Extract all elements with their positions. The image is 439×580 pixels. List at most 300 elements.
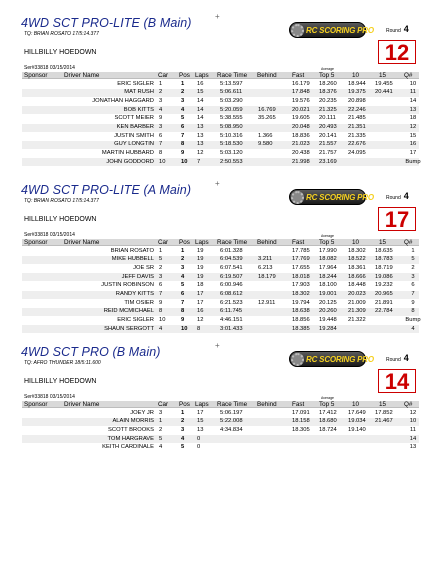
race-time-cell: 6:19.507 — [220, 273, 243, 280]
header-top10: 10 — [352, 238, 360, 246]
top15-cell: 19.232 — [375, 282, 393, 289]
qualify-cell: 10 — [409, 80, 417, 87]
race-section — [0, 12, 439, 171]
behind-cell: 1.366 — [258, 132, 273, 139]
qualify-cell: 13 — [409, 444, 417, 451]
driver-name-cell: JOEY JR — [130, 409, 154, 416]
heat-number-box: 17 — [378, 207, 416, 231]
laps-cell: 14 — [197, 97, 204, 104]
laps-cell: 12 — [197, 150, 204, 157]
qualify-cell: 18 — [409, 115, 417, 122]
driver-name-cell: REID MCMICHAEL — [103, 308, 154, 315]
top10-cell: 19.140 — [348, 426, 366, 433]
top5-cell: 19.284 — [319, 325, 337, 332]
top5-cell: 18.082 — [319, 256, 337, 263]
position-cell: 1 — [181, 80, 185, 87]
header-laps: Laps — [195, 400, 209, 408]
top5-cell: 18.680 — [319, 418, 337, 425]
tq-line: TQ: BRIAN ROSATO 17/5:14.377 — [24, 198, 99, 204]
race-time-cell: 5:10.316 — [220, 132, 243, 139]
round-label: Round — [386, 28, 401, 34]
top15-cell: 19.086 — [375, 273, 393, 280]
car-cell: 2 — [159, 426, 163, 433]
top5-cell: 18.244 — [319, 273, 337, 280]
qualify-cell: 12 — [409, 409, 417, 416]
driver-name-cell: MARTIN HUBBARD — [101, 150, 154, 157]
car-cell: 3 — [159, 97, 163, 104]
heat-number-box: 12 — [378, 40, 416, 64]
car-cell: 3 — [159, 273, 163, 280]
race-time-cell: 2:50.553 — [220, 158, 243, 165]
race-time-cell: 5:03.120 — [220, 150, 243, 157]
fast-lap-cell: 20.438 — [292, 150, 310, 157]
position-cell: 8 — [181, 308, 185, 315]
header-fast-lap: Fast — [292, 238, 305, 246]
driver-name-cell: RANDY KITTS — [115, 291, 154, 297]
table-row — [22, 435, 419, 443]
top15-cell: 20.965 — [375, 291, 393, 297]
fast-lap-cell: 19.576 — [292, 97, 310, 104]
header-qualify: Q# — [404, 400, 413, 408]
fast-lap-cell: 17.848 — [292, 89, 310, 96]
driver-name-cell: JOHN GODDORD — [106, 158, 154, 165]
header-laps: Laps — [195, 238, 209, 246]
round-value: 4 — [403, 191, 409, 201]
top5-cell: 21.757 — [319, 150, 337, 157]
race-section — [0, 341, 439, 457]
fast-lap-cell: 17.903 — [292, 282, 310, 289]
gear-icon — [291, 353, 304, 366]
table-row — [22, 282, 419, 290]
header-sponsor: Sponsor — [24, 71, 48, 79]
table-row — [22, 409, 419, 417]
top15-cell: 19.455 — [375, 80, 393, 87]
driver-name-cell: SCOTT MEIER — [114, 115, 154, 122]
fast-lap-cell: 20.021 — [292, 106, 310, 113]
car-cell: 8 — [159, 150, 163, 157]
qualify-cell: 10 — [409, 418, 417, 425]
laps-cell: 19 — [197, 264, 204, 271]
behind-cell: 3.211 — [258, 256, 273, 263]
top10-cell: 20.023 — [348, 291, 366, 297]
car-cell: 5 — [159, 435, 163, 442]
driver-name-cell: ERIC SIGLER — [117, 317, 154, 324]
table-row — [22, 124, 419, 132]
car-cell: 6 — [159, 282, 163, 289]
rc-scoring-pro-logo — [289, 351, 374, 367]
qualify-cell: 14 — [409, 435, 417, 442]
fast-lap-cell: 18.385 — [292, 325, 310, 332]
laps-cell: 15 — [197, 89, 204, 96]
position-cell: 9 — [181, 317, 185, 324]
fast-lap-cell: 21.998 — [292, 158, 310, 165]
driver-name-cell: MAT RUSH — [124, 89, 154, 96]
top10-cell: 21.335 — [348, 132, 366, 139]
top10-cell: 18.666 — [348, 273, 366, 280]
top10-cell: 19.034 — [348, 418, 366, 425]
qualify-cell: 14 — [409, 97, 417, 104]
top15-cell: 18.719 — [375, 264, 393, 271]
laps-cell: 13 — [197, 132, 204, 139]
header-top15: 15 — [379, 238, 387, 246]
serial-date: Ser#33818 03/15/2014 — [24, 232, 75, 238]
top5-cell: 20.125 — [319, 299, 337, 306]
table-row — [22, 418, 419, 426]
race-time-cell: 5:08.950 — [220, 124, 243, 130]
header-car: Car — [158, 238, 169, 246]
race-time-cell: 3:01.433 — [220, 325, 243, 332]
laps-cell: 14 — [197, 115, 204, 122]
car-cell: 7 — [159, 291, 163, 297]
header-driver-name: Driver Name — [64, 400, 100, 408]
fast-lap-cell: 19.605 — [292, 115, 310, 122]
qualify-cell: 2 — [411, 264, 415, 271]
logo-text: RC SCORING PRO — [306, 355, 374, 364]
header-race-time: Race Time — [217, 71, 248, 79]
position-cell: 1 — [181, 409, 185, 416]
car-cell: 1 — [159, 418, 163, 425]
top5-cell: 20.493 — [319, 124, 337, 130]
qualify-cell: 11 — [409, 89, 417, 96]
header-driver-name: Driver Name — [64, 71, 100, 79]
car-cell: 5 — [159, 256, 163, 263]
header-top10: 10 — [352, 71, 360, 79]
header-driver-name: Driver Name — [64, 238, 100, 246]
car-cell: 10 — [159, 158, 166, 165]
laps-cell: 13 — [197, 124, 204, 130]
header-top15: 15 — [379, 400, 387, 408]
laps-cell: 12 — [197, 317, 204, 324]
driver-name-cell: ALAIN MORRIS — [112, 418, 154, 425]
fast-lap-cell: 18.158 — [292, 418, 310, 425]
driver-name-cell: TOM HARGRAVE — [107, 435, 154, 442]
top5-cell: 18.376 — [319, 89, 337, 96]
table-row — [22, 426, 419, 434]
laps-cell: 7 — [197, 158, 201, 165]
laps-cell: 17 — [197, 409, 204, 416]
crosshair-mark: + — [215, 12, 220, 21]
qualify-cell: 15 — [409, 132, 417, 139]
top15-cell: 18.635 — [375, 247, 393, 254]
table-row — [22, 256, 419, 264]
driver-name-cell: JONATHAN HAGGARD — [92, 97, 154, 104]
qualify-cell: 4 — [411, 325, 415, 332]
top5-cell: 20.111 — [319, 115, 336, 122]
position-cell: 1 — [181, 247, 185, 254]
round-label: Round — [386, 195, 401, 201]
rc-scoring-pro-logo — [289, 22, 374, 38]
table-row — [22, 150, 419, 158]
driver-name-cell: ERIC SIGLER — [117, 80, 154, 87]
top10-cell: 20.898 — [348, 97, 366, 104]
top10-cell: 18.361 — [348, 264, 366, 271]
top10-cell: 17.649 — [348, 409, 366, 416]
driver-name-cell: SCOTT BROOKS — [108, 426, 154, 433]
tq-line: TQ: AFRO THUNDER 18/5:11.600 — [24, 360, 101, 366]
laps-cell: 13 — [197, 141, 204, 148]
position-cell: 7 — [181, 299, 185, 306]
table-row — [22, 106, 419, 114]
qualify-cell: 7 — [411, 291, 415, 297]
top5-cell: 19.001 — [319, 291, 337, 297]
race-time-cell: 4:46.151 — [220, 317, 243, 324]
header-top5: Top 5 — [319, 71, 335, 79]
round-label: Round — [386, 357, 401, 363]
header-sponsor: Sponsor — [24, 238, 48, 246]
car-cell: 10 — [159, 317, 166, 324]
top5-cell: 23.169 — [319, 158, 337, 165]
table-row — [22, 273, 419, 281]
crosshair-mark: + — [215, 179, 220, 188]
car-cell: 7 — [159, 141, 163, 148]
laps-cell: 16 — [197, 308, 204, 315]
header-behind: Behind — [257, 71, 277, 79]
table-row — [22, 115, 419, 123]
top5-cell: 20.260 — [319, 308, 337, 315]
top5-cell: 18.100 — [319, 282, 337, 289]
top10-cell: 21.485 — [348, 115, 366, 122]
round-value: 4 — [403, 24, 409, 34]
position-cell: 5 — [181, 282, 185, 289]
header-qualify: Q# — [404, 71, 413, 79]
race-time-cell: 6:08.612 — [220, 291, 243, 297]
logo-text: RC SCORING PRO — [306, 193, 374, 202]
header-laps: Laps — [195, 71, 209, 79]
qualify-cell: 1 — [411, 247, 415, 254]
header-top5: Top 5 — [319, 238, 335, 246]
fast-lap-cell: 17.785 — [292, 247, 310, 254]
driver-name-cell: SHAUN SERGOTT — [104, 325, 154, 332]
fast-lap-cell: 18.638 — [292, 308, 310, 315]
race-time-cell: 5:38.555 — [220, 115, 243, 122]
average-label: Average — [321, 234, 334, 238]
race-time-cell: 5:03.290 — [220, 97, 243, 104]
race-time-cell: 4:34.834 — [220, 426, 243, 433]
table-row — [22, 158, 419, 166]
qualify-cell: 9 — [411, 299, 415, 306]
car-cell: 1 — [159, 247, 163, 254]
rc-scoring-pro-logo — [289, 189, 374, 205]
race-time-cell: 6:21.523 — [220, 299, 243, 306]
top15-cell: 18.783 — [375, 256, 393, 263]
fast-lap-cell: 21.023 — [292, 141, 310, 148]
table-row — [22, 264, 419, 272]
car-cell: 9 — [159, 115, 163, 122]
average-label: Average — [321, 67, 334, 71]
position-cell: 4 — [181, 273, 185, 280]
laps-cell: 8 — [197, 325, 201, 332]
position-cell: 9 — [181, 150, 185, 157]
top10-cell: 21.322 — [348, 317, 366, 324]
position-cell: 2 — [181, 418, 185, 425]
fast-lap-cell: 18.836 — [292, 132, 310, 139]
top10-cell: 21.351 — [348, 124, 366, 130]
race-time-cell: 6:00.946 — [220, 282, 243, 289]
qualify-cell: 6 — [411, 282, 415, 289]
top10-cell: 24.095 — [348, 150, 366, 157]
fast-lap-cell: 17.769 — [292, 256, 310, 263]
driver-name-cell: JEFF DAVIS — [121, 273, 154, 280]
race-time-cell: 5:06.611 — [220, 89, 243, 96]
qualify-cell: 3 — [411, 273, 415, 280]
behind-cell: 18.179 — [258, 273, 276, 280]
heat-number-box: 14 — [378, 369, 416, 393]
race-time-cell: 6:07.541 — [220, 264, 243, 271]
car-cell: 4 — [159, 325, 163, 332]
laps-cell: 16 — [197, 80, 204, 87]
fast-lap-cell: 18.302 — [292, 291, 310, 297]
header-behind: Behind — [257, 400, 277, 408]
behind-cell: 12.911 — [258, 299, 276, 306]
qualify-cell: 17 — [409, 150, 417, 157]
qualify-cell: 5 — [411, 256, 415, 263]
driver-name-cell: GUY LONGTIN — [114, 141, 154, 148]
behind-cell: 6.213 — [258, 264, 273, 271]
laps-cell: 19 — [197, 247, 204, 254]
table-row — [22, 308, 419, 316]
car-cell: 6 — [159, 132, 163, 139]
race-title: 4WD SCT PRO-LITE (B Main) — [21, 16, 192, 30]
laps-cell: 19 — [197, 256, 204, 263]
laps-cell: 14 — [197, 106, 204, 113]
round-indicator — [386, 353, 409, 363]
gear-icon — [291, 24, 304, 37]
header-race-time: Race Time — [217, 400, 248, 408]
position-cell: 5 — [181, 444, 185, 451]
behind-cell: 9.580 — [258, 141, 273, 148]
qualify-cell: 11 — [409, 426, 417, 433]
driver-name-cell: BRIAN ROSATO — [110, 247, 154, 254]
header-behind: Behind — [257, 238, 277, 246]
driver-name-cell: KEN BARBER — [116, 124, 154, 130]
table-row — [22, 299, 419, 307]
top15-cell: 20.441 — [375, 89, 393, 96]
round-value: 4 — [403, 353, 409, 363]
header-sponsor: Sponsor — [24, 400, 48, 408]
driver-name-cell: MIKE HUBBELL — [111, 256, 154, 263]
header-position: Pos — [179, 400, 190, 408]
crosshair-mark: + — [215, 341, 220, 350]
driver-name-cell: TIM OSIER — [124, 299, 154, 306]
gear-icon — [291, 191, 304, 204]
car-cell: 3 — [159, 409, 163, 416]
position-cell: 10 — [181, 325, 188, 332]
top10-cell: 18.944 — [348, 80, 366, 87]
top5-cell: 19.448 — [319, 317, 337, 324]
car-cell: 2 — [159, 89, 163, 96]
header-position: Pos — [179, 238, 190, 246]
top5-cell: 21.325 — [319, 106, 337, 113]
header-car: Car — [158, 71, 169, 79]
laps-cell: 15 — [197, 418, 204, 425]
serial-date: Ser#33818 03/15/2014 — [24, 394, 75, 400]
top5-cell: 17.964 — [319, 264, 337, 271]
qualify-cell: Bump — [405, 158, 421, 165]
header-race-time: Race Time — [217, 238, 248, 246]
fast-lap-cell: 20.048 — [292, 124, 310, 130]
position-cell: 3 — [181, 426, 185, 433]
header-top15: 15 — [379, 71, 387, 79]
top5-cell: 20.141 — [319, 132, 337, 139]
car-cell: 8 — [159, 308, 163, 315]
table-row — [22, 141, 419, 149]
top10-cell: 18.302 — [348, 247, 366, 254]
position-cell: 6 — [181, 291, 185, 297]
header-fast-lap: Fast — [292, 400, 305, 408]
header-qualify: Q# — [404, 238, 413, 246]
top15-cell: 21.467 — [375, 418, 393, 425]
top15-cell: 17.852 — [375, 409, 393, 416]
qualify-cell: 8 — [411, 308, 415, 315]
laps-cell: 19 — [197, 273, 204, 280]
car-cell: 3 — [159, 124, 163, 130]
top10-cell: 18.448 — [348, 282, 366, 289]
fast-lap-cell: 17.091 — [292, 409, 310, 416]
fast-lap-cell: 18.018 — [292, 273, 310, 280]
header-car: Car — [158, 400, 169, 408]
serial-date: Ser#33818 03/15/2014 — [24, 65, 75, 71]
fast-lap-cell: 18.856 — [292, 317, 310, 324]
race-time-cell: 6:04.539 — [220, 256, 243, 263]
top5-cell: 17.412 — [319, 409, 337, 416]
car-cell: 1 — [159, 80, 163, 87]
laps-cell: 17 — [197, 299, 204, 306]
event-name: HILLBILLY HOEDOWN — [24, 378, 97, 385]
top10-cell: 22.246 — [348, 106, 366, 113]
position-cell: 10 — [181, 158, 188, 165]
event-name: HILLBILLY HOEDOWN — [24, 216, 97, 223]
top5-cell: 18.260 — [319, 80, 337, 87]
laps-cell: 0 — [197, 444, 201, 451]
table-row — [22, 132, 419, 140]
position-cell: 3 — [181, 97, 185, 104]
position-cell: 2 — [181, 89, 185, 96]
logo-text: RC SCORING PRO — [306, 26, 374, 35]
race-time-cell: 5:06.197 — [220, 409, 243, 416]
round-indicator — [386, 191, 409, 201]
qualify-cell: Bump — [405, 317, 421, 324]
tq-line: TQ: BRIAN ROSATO 17/5:14.377 — [24, 31, 99, 37]
race-time-cell: 6:01.328 — [220, 247, 243, 254]
fast-lap-cell: 17.655 — [292, 264, 310, 271]
event-name: HILLBILLY HOEDOWN — [24, 49, 97, 56]
round-indicator — [386, 24, 409, 34]
race-time-cell: 6:11.745 — [220, 308, 243, 315]
header-top10: 10 — [352, 400, 360, 408]
top5-cell: 20.235 — [319, 97, 337, 104]
position-cell: 4 — [181, 435, 185, 442]
driver-name-cell: KEITH CARDINALE — [102, 444, 154, 451]
fast-lap-cell: 19.794 — [292, 299, 310, 306]
position-cell: 4 — [181, 106, 185, 113]
race-title: 4WD SCT PRO-LITE (A Main) — [21, 183, 192, 197]
header-top5: Top 5 — [319, 400, 335, 408]
driver-name-cell: JUSTIN ROBINSON — [101, 282, 154, 289]
position-cell: 2 — [181, 256, 185, 263]
position-cell: 8 — [181, 141, 185, 148]
table-row — [22, 317, 419, 325]
driver-name-cell: JOE SR — [133, 264, 154, 271]
qualify-cell: 13 — [409, 106, 417, 113]
race-section — [0, 179, 439, 338]
position-cell: 3 — [181, 264, 185, 271]
table-row — [22, 247, 419, 255]
driver-name-cell: JUSTIN SMITH — [114, 132, 154, 139]
car-cell: 9 — [159, 299, 163, 306]
table-row — [22, 444, 419, 452]
table-row — [22, 80, 419, 88]
top5-cell: 18.724 — [319, 426, 337, 433]
